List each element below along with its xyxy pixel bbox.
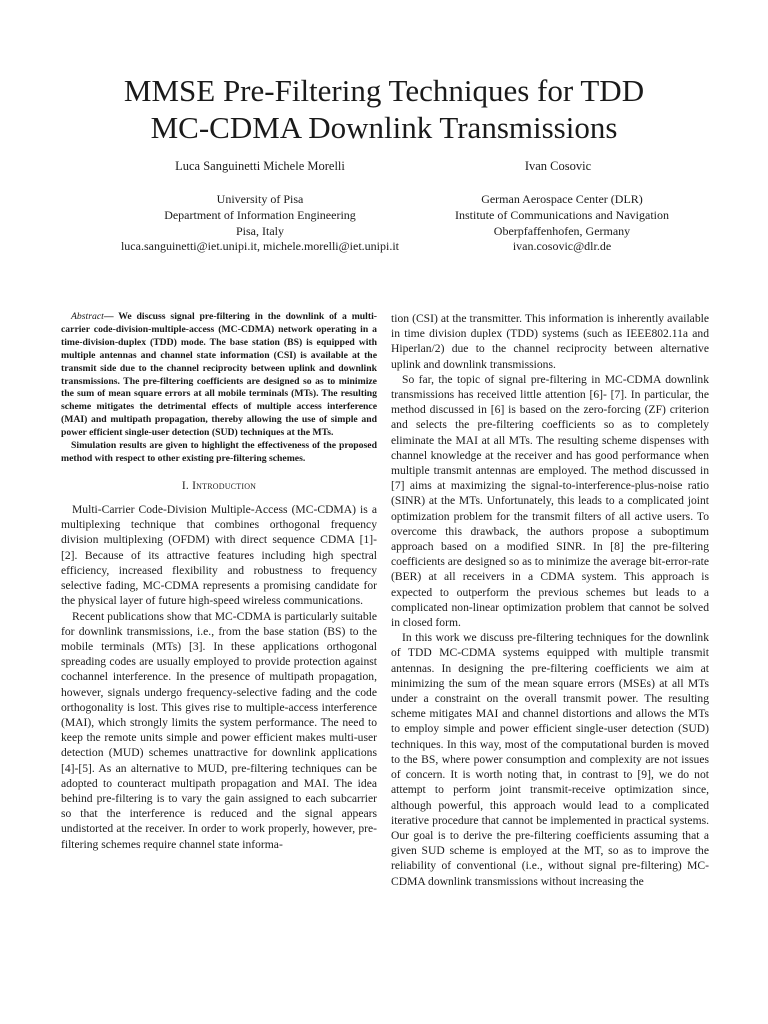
abstract-paragraph: Simulation results are given to highlight the effectiveness of the proposed method with respect to other existing pre-filtering schemes. xyxy=(61,440,377,464)
author-email: ivan.cosovic@dlr.de xyxy=(512,239,612,254)
title-line-2: MC-CDMA Downlink Transmissions xyxy=(150,110,618,145)
body-paragraph: So far, the topic of signal pre-filtering in MC-CDMA downlink transmissions has received little attention [6]- [7]. In particular, the method discussed in [6] is based on the zero-forcing (ZF) criterion and selects the pre-filtering coefficients so as to completely eliminate the MAI at all MTs. The resulting scheme dispenses with channel knowledge at the receiver and has good performance when multiple transmit antennas are employed. The method discussed in [7] aims at maximizing the signal-to-interference-plus-noise ratio (SINR) at the MTs. Unfortunately, this leads to a complicated joint optimization problem for the transmit filters of all active users. To overcome this drawback, the authors propose a suboptimum approach based on a modified SINR. In [8] the pre-filtering coefficients are designed so as to minimize the average bit-error-rate (BER) at all receivers in a CDMA system. This approach is expected to outperform the previous schemes but leads to a complicated non-linear optimization problem that cannot be solved in closed form. xyxy=(391,372,709,630)
authors-left: Luca Sanguinetti Michele Morelli xyxy=(175,159,345,173)
title-line-1: MMSE Pre-Filtering Techniques for TDD xyxy=(123,73,645,108)
affiliation-line: Oberpfaffenhofen, Germany xyxy=(493,223,631,238)
right-column xyxy=(391,311,709,889)
abstract-paragraph xyxy=(61,311,377,440)
body-paragraph: tion (CSI) at the transmitter. This information is inherently available in time division duplex (TDD) systems (such as IEEE802.11a and Hiperlan/2) due to the channel reciprocity between alternative uplink and downlink transmissions. xyxy=(391,312,709,371)
body-paragraph: Multi-Carrier Code-Division Multiple-Access (MC-CDMA) is a multiplexing technique that combines orthogonal frequency division multiplexing (OFDM) with direct sequence CDMA [1]- [2]. Because of its attractive features including high spectral efficiency, increased flexibility and robustness to frequency selective fading, MC-CDMA represents a promising candidate for the physical layer of future high-speed wireless communications. xyxy=(61,503,377,608)
section-title: Introduction xyxy=(192,478,257,492)
abstract-text: — We discuss signal pre-filtering in the downlink of a multi-carrier code-division-multiple-access (MC-CDMA) network operating in a time-division-duplex (TDD) mode. The base station (BS) is equipped with multiple antennas and channel state information (CSI) is available at the transmit side due to the channel reciprocity between uplink and downlink transmissions. The pre-filtering coefficients are designed so as to minimize the sum of mean square errors at all mobile terminals (MTs). The resulting scheme mitigates the detrimental effects of multiple access interference (MAI) and multipath propagation, thereby allowing the use of simple and power efficient single-user detection (SUD) techniques at the MTs. xyxy=(61,311,377,439)
paper-title xyxy=(0,72,768,146)
affiliation-left xyxy=(70,192,450,255)
body-paragraph: In this work we discuss pre-filtering techniques for the downlink of TDD MC-CDMA systems equipped with multiple transmit antennas. In designing the pre-filtering coefficients we aim at minimizing the sum of the mean square errors (MSEs) at all MTs under a constraint on the overall transmit power. The resulting scheme mitigates MAI and channel distortions and allows the MTs to employ simple and power efficient single-user detection (SUD) techniques. In this way, most of the computational burden is moved to the BS, where power consumption and complexity are not issues of concern. It is worth noting that, in contrast to [9], we do not attempt to perform joint transmit-receive optimization since, although powerful, this approach would lead to a complicated iterative procedure that cannot be implemented in practical systems. Our goal is to derive the pre-filtering coefficients assuming that a given SUD scheme is employed at the MT, so as to improve the reliability of conventional (i.e., without signal pre-filtering) MC-CDMA downlink transmissions without increasing the xyxy=(391,631,709,888)
affiliation-line: German Aerospace Center (DLR) xyxy=(481,192,643,206)
authors-right: Ivan Cosovic xyxy=(524,159,592,173)
abstract-label: Abstract xyxy=(71,311,104,322)
section-number: I. xyxy=(181,478,189,492)
abstract xyxy=(61,311,377,466)
body-paragraph: Recent publications show that MC-CDMA is particularly suitable for downlink transmissions, i.e., from the base station (BS) to the mobile terminals (MTs) [3]. In these applications orthogonal spreading codes are usually employed to provide protection against cochannel interference. In the presence of multipath propagation, however, signals undergo frequency-selective fading and the code orthogonality is lost. This gives rise to multiple-access interference (MAI), which strongly limits the system performance. The need to keep the remote units simple and power efficient makes multi-user detection (MUD) schemes unattractive for downlink applications [4]-[5]. As an alternative to MUD, pre-filtering techniques can be adopted to counteract multipath propagation and MAI. The idea behind pre-filtering is to vary the gain assigned to each subcarrier so that the interference is reduced and the signal appears undistorted at the receiver. In order to work properly, however, pre-filtering schemes require channel state informa- xyxy=(61,609,377,851)
affiliation-line: University of Pisa xyxy=(216,192,304,206)
affiliation-right xyxy=(408,192,716,255)
section-heading xyxy=(61,478,377,493)
affiliation-line: Pisa, Italy xyxy=(236,223,284,238)
author-emails: luca.sanguinetti@iet.unipi.it, michele.morelli@iet.unipi.it xyxy=(120,239,400,254)
left-column xyxy=(61,311,377,852)
affiliation-line: Department of Information Engineering xyxy=(164,207,356,222)
affiliation-line: Institute of Communications and Navigation xyxy=(455,207,669,222)
